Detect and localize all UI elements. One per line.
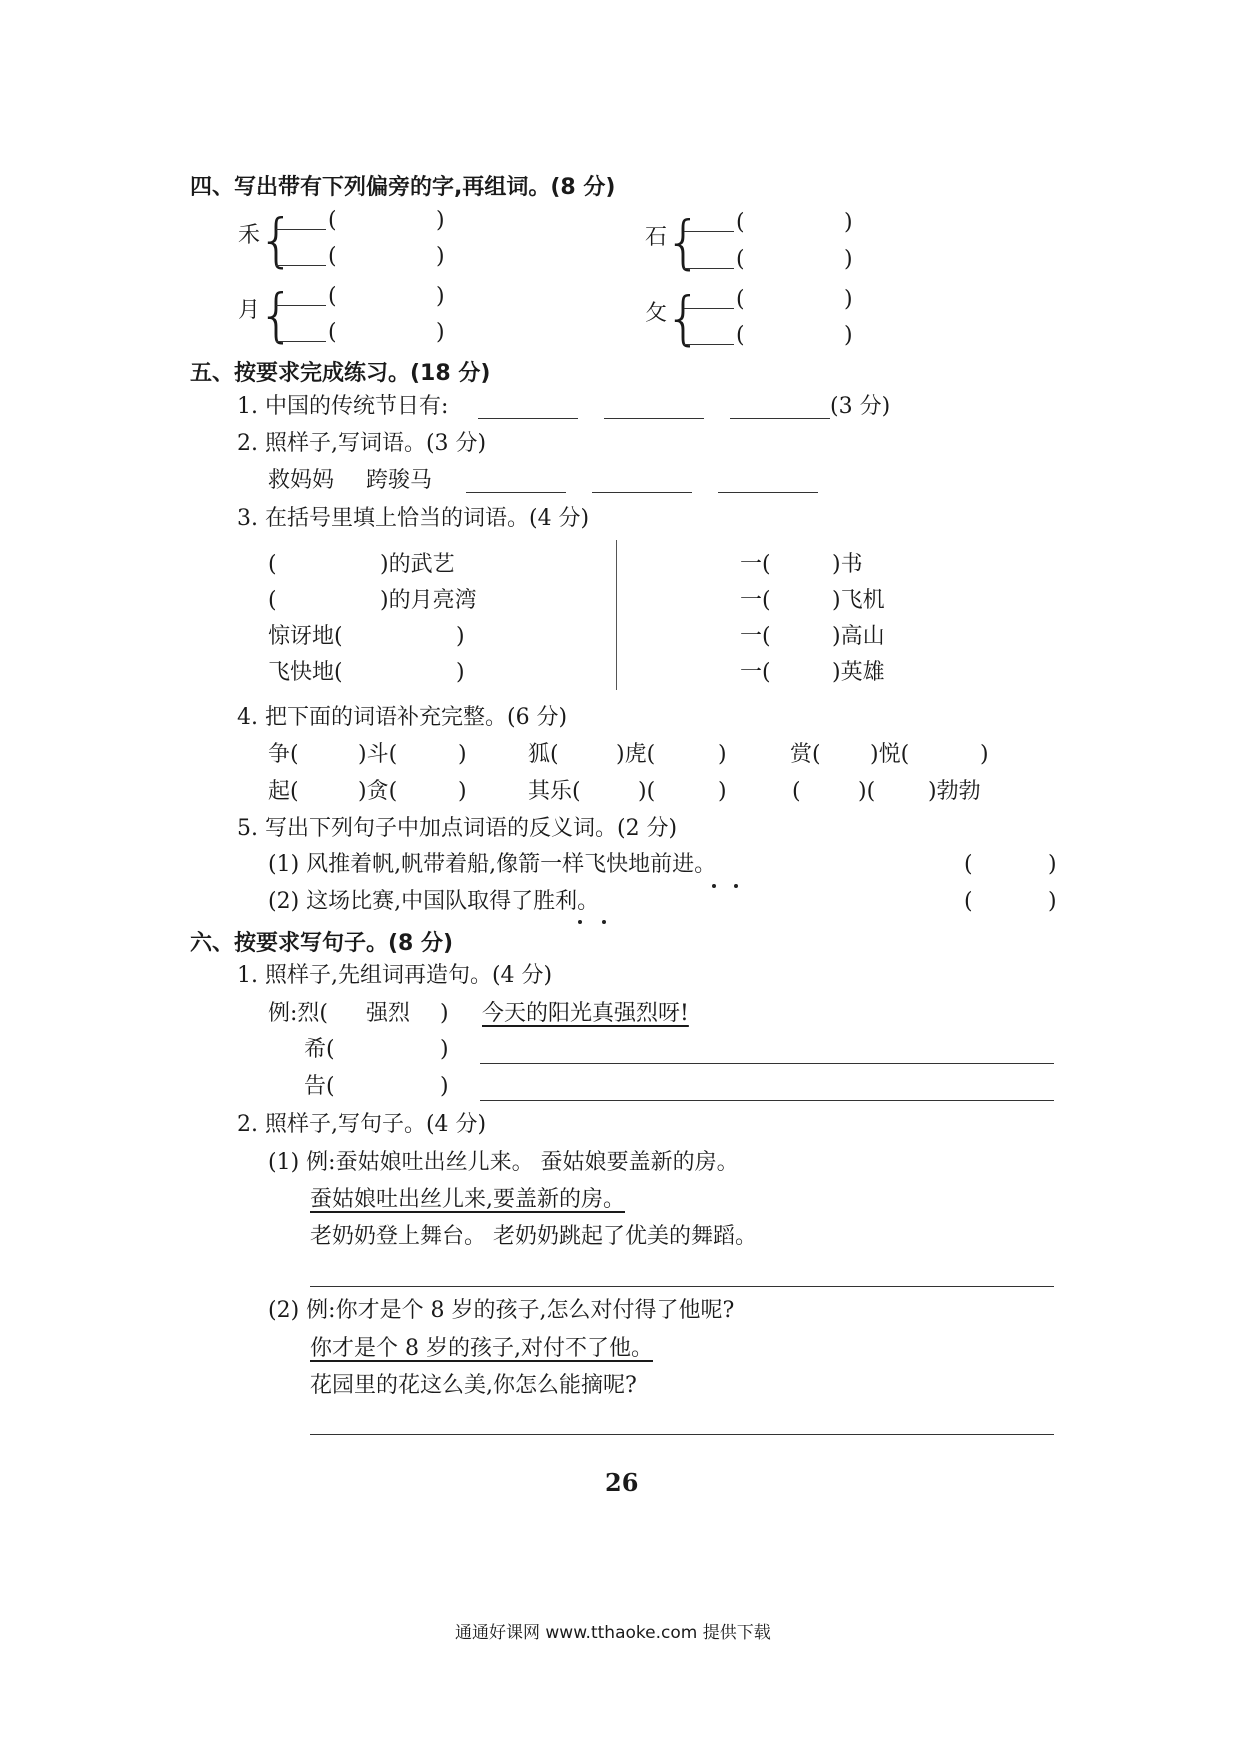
idiom-part: ) [458, 779, 467, 804]
paren: ) [456, 624, 465, 649]
measure-prefix: 一( [740, 624, 771, 649]
fill-phrase: )的武艺 [380, 552, 455, 577]
idiom-part: ) [458, 742, 467, 767]
paren: ) [456, 660, 465, 685]
paren: ( [736, 287, 745, 312]
fill-phrase: )英雄 [832, 660, 885, 685]
answer-blank[interactable] [478, 418, 578, 419]
idiom-part: )悦( [870, 742, 910, 767]
paren: ( [964, 889, 973, 914]
paren: ) [436, 244, 445, 269]
answer-blank[interactable] [684, 231, 734, 232]
question-6-1: 1. 照样子,先组词再造句。(4 分) [237, 963, 553, 988]
question-6-2: 2. 照样子,写句子。(4 分) [237, 1112, 487, 1137]
answer-blank[interactable] [276, 229, 326, 230]
paren: ( [328, 244, 337, 269]
section-4-title: 四、写出带有下列偏旁的字,再组词。(8 分) [190, 175, 616, 200]
brace-icon: { [258, 281, 295, 349]
radical-char: 攵 [645, 301, 668, 326]
idiom-part: ( [792, 779, 801, 804]
measure-prefix: 一( [740, 660, 771, 685]
brace-icon: { [665, 208, 702, 276]
idiom-part: 赏( [790, 742, 821, 767]
measure-prefix: 一( [740, 552, 771, 577]
paren: ) [436, 320, 445, 345]
example-6-2-2: (2) 例:你才是个 8 岁的孩子,怎么对付得了他呢? [268, 1298, 735, 1323]
fill-phrase: )的月亮湾 [380, 588, 477, 613]
fill-phrase: )书 [832, 552, 863, 577]
idiom-part: 其乐( [528, 779, 581, 804]
question-5-4: 4. 把下面的词语补充完整。(6 分) [237, 705, 568, 730]
paren: ( [736, 323, 745, 348]
answer-blank[interactable] [466, 492, 566, 493]
footer-credit: 通通好课网 www.tthaoke.com 提供下载 [455, 1623, 771, 1643]
emphasis-dot [602, 920, 606, 924]
answer-line[interactable] [480, 1100, 1054, 1101]
paren: ( [328, 320, 337, 345]
paren: ) [436, 208, 445, 233]
emphasis-dot [578, 920, 582, 924]
fill-phrase: 飞快地( [268, 660, 343, 685]
section-5-title: 五、按要求完成练习。(18 分) [190, 361, 491, 386]
example-word: 救妈妈 [268, 468, 335, 493]
paren: ) [1048, 852, 1057, 877]
answer-line[interactable] [310, 1434, 1054, 1435]
sentence-5-5-1: (1) 风推着帆,帆带着船,像箭一样飞快地前进。 [268, 852, 717, 877]
paren: ) [844, 210, 853, 235]
idiom-part: )勃勃 [928, 779, 981, 804]
paren: ( [328, 208, 337, 233]
paren: ) [440, 1037, 449, 1062]
answer-blank[interactable] [276, 341, 326, 342]
paren: ) [436, 284, 445, 309]
radical-char: 月 [238, 298, 261, 323]
example-prefix: 例:烈( [268, 1001, 328, 1026]
idiom-part: ) [718, 779, 727, 804]
example-word: 跨骏马 [366, 468, 433, 493]
idiom-part: 起( [268, 779, 299, 804]
measure-prefix: 一( [740, 588, 771, 613]
idiom-part: )贪( [358, 779, 398, 804]
radical-char: 石 [645, 225, 668, 250]
example-word: 强烈 [366, 1001, 411, 1026]
answer-blank[interactable] [276, 305, 326, 306]
question-5-3: 3. 在括号里填上恰当的词语。(4 分) [237, 506, 590, 531]
question-5-5: 5. 写出下列句子中加点词语的反义词。(2 分) [237, 816, 678, 841]
paren: ( [268, 588, 277, 613]
answer-blank[interactable] [730, 418, 830, 419]
idiom-part: )( [858, 779, 876, 804]
column-divider [616, 540, 617, 690]
idiom-part: )虎( [616, 742, 656, 767]
paren: ( [268, 552, 277, 577]
paren: ( [328, 284, 337, 309]
emphasis-dot [734, 884, 738, 888]
idiom-part: )斗( [358, 742, 398, 767]
example-6-2-1: (1) 例:蚕姑娘吐出丝儿来。 蚕姑娘要盖新的房。 [268, 1150, 739, 1175]
brace-icon: { [665, 284, 702, 352]
answer-blank[interactable] [604, 418, 704, 419]
brace-icon: { [258, 206, 295, 274]
idiom-part: ) [718, 742, 727, 767]
idiom-part: ) [980, 742, 989, 767]
fill-phrase: )飞机 [832, 588, 885, 613]
paren: ) [844, 247, 853, 272]
score-label: (3 分) [830, 394, 891, 419]
example-answer: 你才是个 8 岁的孩子,对付不了他。 [310, 1336, 653, 1361]
fill-phrase: 惊讶地( [268, 624, 343, 649]
page-number: 26 [605, 1468, 639, 1497]
char-prompt: 告( [304, 1074, 335, 1099]
task-sentence: 花园里的花这么美,你怎么能摘呢? [310, 1373, 637, 1398]
paren: ) [440, 1001, 449, 1026]
paren: ) [440, 1074, 449, 1099]
answer-line[interactable] [480, 1063, 1054, 1064]
idiom-part: 狐( [528, 742, 559, 767]
answer-blank[interactable] [684, 344, 734, 345]
idiom-part: 争( [268, 742, 299, 767]
answer-blank[interactable] [718, 492, 818, 493]
example-sentence: 今天的阳光真强烈呀! [482, 1001, 689, 1026]
sentence-5-5-2: (2) 这场比赛,中国队取得了胜利。 [268, 889, 600, 914]
question-5-1: 1. 中国的传统节日有: [237, 394, 449, 419]
question-5-2: 2. 照样子,写词语。(3 分) [237, 431, 487, 456]
paren: ) [1048, 889, 1057, 914]
paren: ( [736, 247, 745, 272]
section-6-title: 六、按要求写句子。(8 分) [190, 931, 454, 956]
answer-blank[interactable] [276, 265, 326, 266]
answer-blank[interactable] [684, 308, 734, 309]
answer-blank[interactable] [684, 268, 734, 269]
radical-char: 禾 [238, 223, 261, 248]
idiom-part: )( [638, 779, 656, 804]
paren: ( [736, 210, 745, 235]
answer-line[interactable] [310, 1286, 1054, 1287]
fill-phrase: )高山 [832, 624, 885, 649]
task-sentence: 老奶奶登上舞台。 老奶奶跳起了优美的舞蹈。 [310, 1224, 757, 1249]
example-answer: 蚕姑娘吐出丝儿来,要盖新的房。 [310, 1187, 625, 1212]
char-prompt: 希( [304, 1037, 335, 1062]
paren: ( [964, 852, 973, 877]
paren: ) [844, 323, 853, 348]
answer-blank[interactable] [592, 492, 692, 493]
emphasis-dot [712, 884, 716, 888]
paren: ) [844, 287, 853, 312]
